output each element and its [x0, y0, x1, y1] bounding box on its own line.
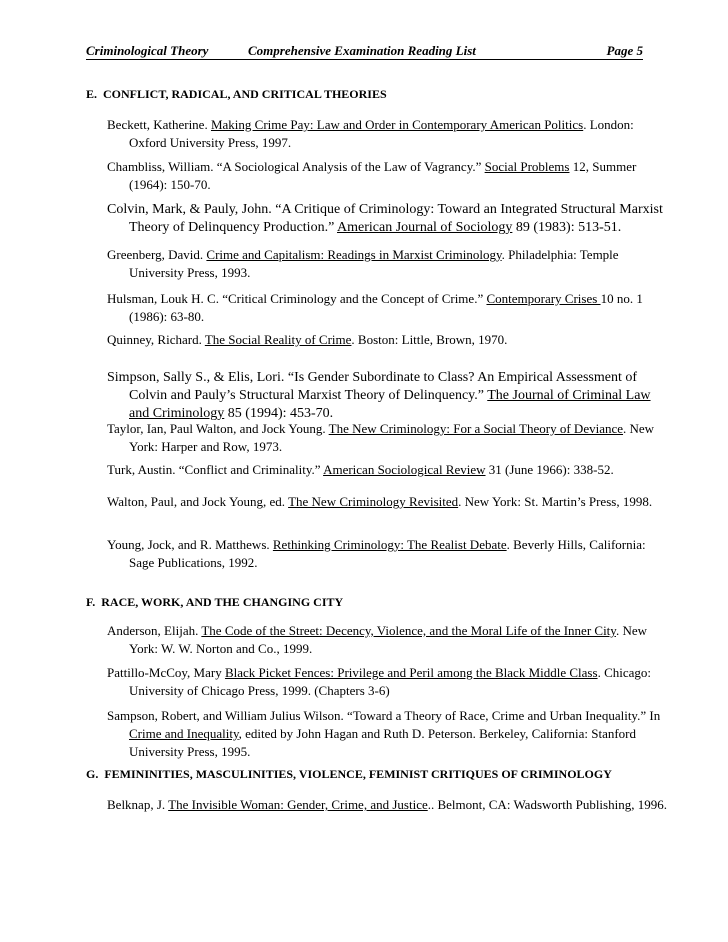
citation-entry — [107, 461, 667, 479]
citation-details: 85 (1994): 453-70. — [224, 406, 334, 421]
citation-title: The Journal of Criminal Law and Criminology — [129, 388, 651, 421]
citation-entry — [107, 493, 667, 511]
citation-entry — [107, 664, 667, 700]
section-heading — [86, 87, 387, 102]
header-document-title: Comprehensive Examination Reading List — [248, 43, 476, 58]
citation-author: Walton, Paul, and Jock Young, ed. — [107, 494, 289, 509]
citation-title: Social Problems — [484, 159, 570, 174]
citation-details: 89 (1983): 513-51. — [512, 220, 622, 235]
citation-title: Rethinking Criminology: The Realist Debate — [272, 537, 507, 552]
citation-entry — [107, 290, 667, 326]
citation-author: Chambliss, William. “A Sociological Analysis of the Law of Vagrancy.” — [107, 159, 485, 174]
citation-details: 10 no. 1 (1986): 63-80. — [129, 291, 643, 324]
citation-details: . Beverly Hills, California: Sage Publications, 1992. — [129, 537, 646, 570]
citation-author: Beckett, Katherine. — [107, 117, 211, 132]
section-letter: E. — [86, 87, 98, 101]
citation-details: . New York: W. W. Norton and Co., 1999. — [129, 623, 647, 656]
citation-author: Pattillo-McCoy, Mary — [107, 665, 225, 680]
citation-entry — [107, 622, 667, 658]
citation-details: , edited by John Hagan and Ruth D. Peterson. Berkeley, California: Stanford University Press, 1995. — [129, 726, 637, 759]
citation-title: American Journal of Sociology — [337, 220, 513, 235]
section-heading — [86, 767, 612, 782]
citation-details: 31 (June 1966): 338-52. — [485, 462, 614, 477]
citation-entry — [107, 707, 667, 761]
citation-details: 12, Summer (1964): 150-70. — [129, 159, 637, 192]
citation-details: . New York: St. Martin’s Press, 1998. — [458, 494, 653, 509]
citation-details: . New York: Harper and Row, 1973. — [129, 421, 655, 454]
citation-title: Black Picket Fences: Privilege and Peril among the Black Middle Class — [224, 665, 598, 680]
citation-entry — [107, 420, 667, 456]
page-header — [86, 41, 643, 60]
citation-details: .. Belmont, CA: Wadsworth Publishing, 1996. — [427, 797, 667, 812]
citation-author: Greenberg, David. — [107, 247, 207, 262]
section-title: CONFLICT, RADICAL, AND CRITICAL THEORIES — [103, 87, 387, 101]
citation-entry — [107, 536, 667, 572]
citation-title: The New Criminology Revisited — [288, 494, 459, 509]
section-heading — [86, 595, 343, 610]
citation-title: Contemporary Crises — [486, 291, 601, 306]
section-letter: G. — [86, 767, 99, 781]
section-letter: F. — [86, 595, 96, 609]
citation-entry — [107, 369, 667, 423]
citation-details: . London: Oxford University Press, 1997. — [129, 117, 634, 150]
section-title: FEMININITIES, MASCULINITIES, VIOLENCE, FEMINIST CRITIQUES OF CRIMINOLOGY — [104, 767, 612, 781]
citation-entry — [107, 158, 667, 194]
citation-author: Anderson, Elijah. — [107, 623, 202, 638]
citation-author: Turk, Austin. “Conflict and Criminality.” — [107, 462, 324, 477]
citation-author: Quinney, Richard. — [107, 332, 205, 347]
citation-title: Making Crime Pay: Law and Order in Contemporary American Politics — [210, 117, 584, 132]
citation-entry — [107, 116, 667, 152]
citation-title: Crime and Capitalism: Readings in Marxist Criminology — [206, 247, 502, 262]
citation-title: The Code of the Street: Decency, Violence, and the Moral Life of the Inner City — [201, 623, 616, 638]
header-course-title: Criminological Theory — [86, 43, 209, 58]
section-title: RACE, WORK, AND THE CHANGING CITY — [101, 595, 344, 609]
citation-author: Simpson, Sally S., & Elis, Lori. “Is Gender Subordinate to Class? An Empirical Assessment of Colvin and Pauly’s Structural Marxist Theory of Delinquency.” — [107, 370, 638, 403]
citation-author: Belknap, J. — [107, 797, 169, 812]
citation-title: The Social Reality of Crime — [204, 332, 352, 347]
citation-entry — [107, 796, 667, 814]
citation-entry — [107, 201, 667, 237]
citation-entry — [107, 246, 667, 282]
header-page-number: Page 5 — [606, 43, 643, 58]
citation-title: The Invisible Woman: Gender, Crime, and Justice — [168, 797, 428, 812]
citation-author: Taylor, Ian, Paul Walton, and Jock Young. — [107, 421, 329, 436]
citation-author: Sampson, Robert, and William Julius Wilson. “Toward a Theory of Race, Crime and Urban Inequality.” In — [107, 708, 661, 723]
citation-title: Crime and Inequality — [129, 726, 239, 741]
citation-details: . Philadelphia: Temple University Press, 1993. — [129, 247, 619, 280]
citation-author: Colvin, Mark, & Pauly, John. “A Critique of Criminology: Toward an Integrated Structural Marxist Theory of Delinquency Production.” — [107, 202, 663, 235]
citation-author: Young, Jock, and R. Matthews. — [107, 537, 273, 552]
citation-details: . Chicago: University of Chicago Press, 1999. (Chapters 3-6) — [129, 665, 651, 698]
citation-entry — [107, 331, 667, 349]
citation-title: The New Criminology: For a Social Theory of Deviance — [328, 421, 624, 436]
citation-title: American Sociological Review — [323, 462, 486, 477]
citation-details: . Boston: Little, Brown, 1970. — [351, 332, 508, 347]
citation-author: Hulsman, Louk H. C. “Critical Criminology and the Concept of Crime.” — [107, 291, 487, 306]
